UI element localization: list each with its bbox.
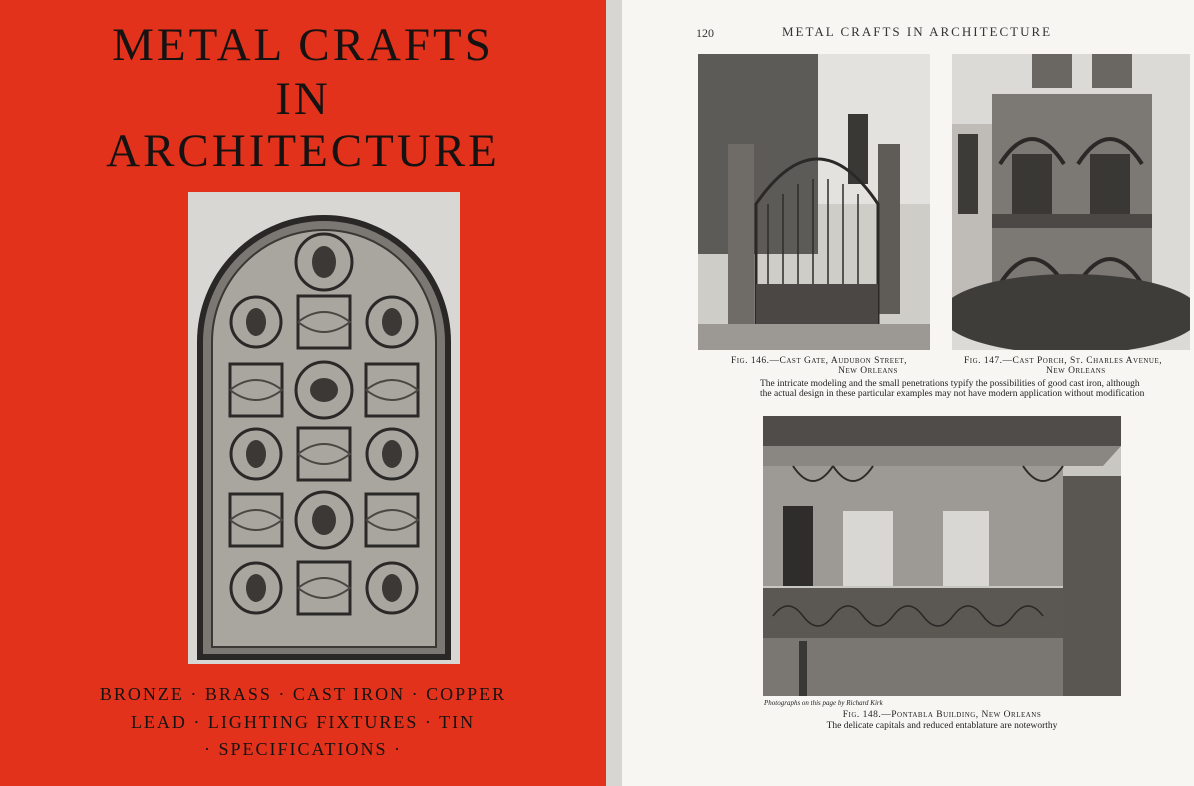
fig-147-cast-porch-photo <box>952 54 1190 350</box>
cover-materials-line-2: LEAD · LIGHTING FIXTURES · TIN <box>130 712 476 732</box>
figs-146-147-note-line-1: The intricate modeling and the small penetrations typify the possibilities of good cast iron, although <box>760 379 1140 389</box>
cover-materials-line-3: · SPECIFICATIONS · <box>203 739 403 759</box>
book-gutter <box>606 0 622 786</box>
fig-147-caption-line-1: Fig. 147.—Cast Porch, St. Charles Avenue, <box>964 356 1163 366</box>
cover-ironwork-panel-photo <box>188 192 460 664</box>
fig-148-pontabla-building-photo <box>763 416 1121 696</box>
fig-148-note: The delicate capitals and reduced entablature are noteworthy <box>826 721 1058 731</box>
cover-title-line-1: METAL CRAFTS <box>112 19 494 71</box>
interior-page <box>622 0 1194 786</box>
cover-materials-line-1: BRONZE · BRASS · CAST IRON · COPPER <box>99 684 507 704</box>
fig-148-caption: Fig. 148.—Pontabla Building, New Orleans <box>842 710 1042 720</box>
fig-146-caption-line-2: New Orleans <box>838 366 898 376</box>
figs-146-147-note-line-2: the actual design in these particular examples may not have modern application without modification <box>760 389 1145 399</box>
fig-146-cast-gate-photo <box>698 54 930 350</box>
cover-title-line-2: IN <box>275 73 331 125</box>
fig-146-caption-line-1: Fig. 146.—Cast Gate, Audubon Street, <box>730 356 907 366</box>
page-number: 120 <box>696 26 714 40</box>
running-head: METAL CRAFTS IN ARCHITECTURE <box>782 24 1053 39</box>
fig-147-caption-line-2: New Orleans <box>1046 366 1106 376</box>
cover-title-line-3: ARCHITECTURE <box>106 125 500 177</box>
photo-credit: Photographs on this page by Richard Kirk <box>764 699 883 707</box>
